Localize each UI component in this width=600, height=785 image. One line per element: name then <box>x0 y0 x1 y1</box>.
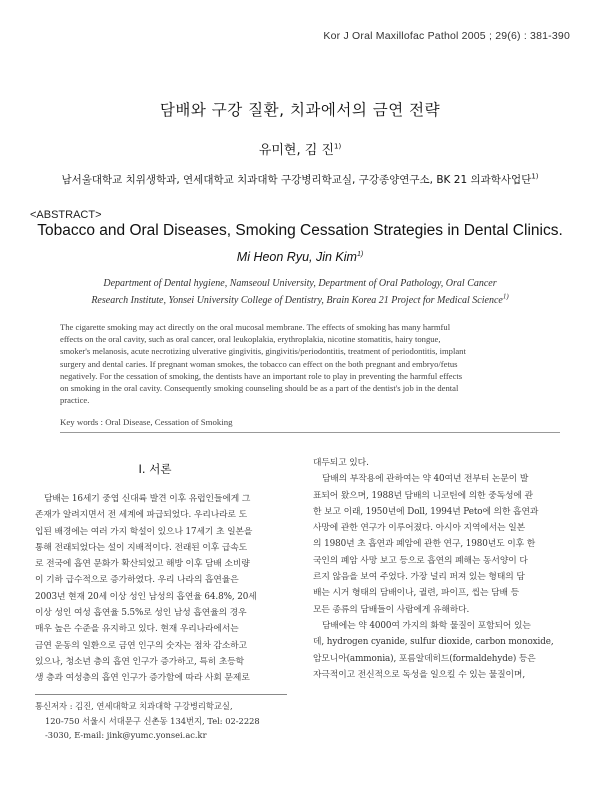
section-heading-introduction: Ⅰ. 서론 <box>138 462 172 476</box>
english-affiliation-superscript: 1) <box>502 292 509 301</box>
body-line: 국인의 폐암 사망 보고 등으로 흡연의 폐해는 동서양이 다 <box>313 555 528 566</box>
keywords: Key words : Oral Disease, Cessation of Smoking <box>60 417 233 427</box>
korean-affiliation <box>0 172 600 187</box>
korean-authors-names: 유미현, 김 진 <box>258 143 334 158</box>
body-line: 배는 시거 형태의 담배이나, 궐련, 파이프, 씹는 담배 등 <box>313 588 520 599</box>
body-line: 자극적이고 전신적으로 독성을 일으킬 수 있는 물질이며, <box>313 669 526 680</box>
right-column-text <box>313 455 565 683</box>
english-affiliation <box>40 275 560 309</box>
body-line: 있으나, 청소년 층의 흡연 인구가 증가하고, 특히 초등학 <box>35 656 245 667</box>
keywords-divider <box>60 432 560 433</box>
journal-citation: Kor J Oral Maxillofac Pathol 2005 ; 29(6) : 381-390 <box>323 30 570 42</box>
body-line: 통해 전래되었다는 설이 지배적이다. 전래된 이후 급속도 <box>35 542 248 553</box>
english-authors-superscript: 1) <box>356 250 364 258</box>
corresponding-author-footnote <box>35 699 291 743</box>
abstract-line: surgery and dental caries. If pregnant woman smokes, the tobacco can effect on the both pregnant and embryo/fetus <box>60 358 458 369</box>
abstract-line: negatively. For the cessation of smoking, the dentists have an important role to play in preventing the harmful effects <box>60 370 463 381</box>
footnote-line: 120-750 서울시 서대문구 신촌동 134번지, Tel: 02-2228 <box>45 715 260 726</box>
footnote-divider <box>35 694 287 695</box>
body-line: 존재가 알려지면서 전 세계에 파급되었다. 우리나라로 도 <box>35 510 248 521</box>
korean-affiliation-text: 남서울대학교 치위생학과, 연세대학교 치과대학 구강병리학교실, 구강종양연구소, BK 21 의과학사업단 <box>61 174 532 186</box>
body-line: 생 층과 여성층의 흡연 인구가 증가함에 따라 사회 문제로 <box>35 673 250 684</box>
body-line: 입된 배경에는 여러 가지 학설이 있으나 17세기 초 일본을 <box>35 526 253 537</box>
abstract-label: <ABSTRACT> <box>30 209 102 221</box>
body-line: 담배는 16세기 중엽 신대륙 발견 이후 유럽인들에게 그 <box>44 494 251 504</box>
body-line: 이 기하 급수적으로 증가하였다. 우리 나라의 흡연율은 <box>35 575 239 586</box>
body-line: 담배의 부작용에 관하여는 약 40여년 전부터 논문이 발 <box>322 474 529 485</box>
english-authors <box>0 250 600 264</box>
korean-authors-superscript: 1) <box>334 142 342 151</box>
korean-title: 담배와 구강 질환, 치과에서의 금연 전략 <box>159 101 441 119</box>
body-line: 담배에는 약 4000여 가지의 화학 물질이 포함되어 있는 <box>322 620 531 631</box>
abstract-line: The cigarette smoking may act directly on the oral mucosal membrane. The effects of smoking has many harmful <box>60 322 451 332</box>
body-line: 표되어 왔으며, 1988년 담배의 니코틴에 의한 중독성에 관 <box>313 490 533 501</box>
english-affiliation-line: Research Institute, Yonsei University College of Dentistry, Brain Korea 21 Project for Medical Science$^{1)}$ <box>91 292 509 306</box>
body-line: 대두되고 있다. <box>313 458 369 468</box>
left-column-text <box>35 491 287 687</box>
body-line: 로 전국에 흡연 문화가 확산되었고 해방 이후 담배 소비량 <box>35 559 250 570</box>
abstract-line: smoker's melanosis, acute necrotizing ulverative gingivitis, gingivitis/periodontitis, treatment of periodontitis, implant <box>60 346 466 357</box>
abstract-line: on smoking in the oral cavity. Consequently smoking counseling should be as a part of the dentist's job in the dental <box>60 383 459 394</box>
korean-authors <box>0 139 600 158</box>
body-line: 이상 성인 여성 흡연율 5.5%로 성인 남성 흡연율의 경우 <box>35 608 247 619</box>
english-title: Tobacco and Oral Diseases, Smoking Cessation Strategies in Dental Clinics. <box>37 222 563 239</box>
body-line: 모든 종류의 담배들이 사람에게 유해하다. <box>313 604 470 615</box>
english-authors-names: Mi Heon Ryu, Jin Kim <box>236 250 357 264</box>
footnote-line: -3030, E-mail: jink@yumc.yonsei.ac.kr <box>45 730 207 740</box>
body-line: 르지 않음을 보여 주었다. 가장 널리 퍼져 있는 형태의 담 <box>313 572 525 583</box>
body-line: 한 보고 이래, 1950년에 Doll, 1994년 Peto에 의한 흡연과 <box>313 506 539 517</box>
body-line: 2003년 현재 20세 이상 성인 남성의 흡연율 64.8%, 20세 <box>35 591 257 602</box>
body-line: 매우 높은 수준을 유지하고 있다. 현재 우리나라에서는 <box>35 624 239 635</box>
footnote-line: 통신저자 : 김진, 연세대학교 치과대학 구강병리학교실, <box>35 701 233 711</box>
body-line: 금연 운동의 일환으로 금연 인구의 숫자는 점차 감소하고 <box>35 640 248 651</box>
abstract-body <box>60 321 560 406</box>
korean-affiliation-superscript: 1) <box>531 172 539 181</box>
body-line: 사망에 관한 연구가 이루어졌다. 아시아 지역에서는 일본 <box>313 523 526 534</box>
abstract-line: effects on the oral cavity, such as oral cancer, oral leukoplakia, erythroplakia, nicotine stomatitis, hairy tongue, <box>60 334 441 345</box>
body-line: 데, hydrogen cyanide, sulfur dioxide, carbon monoxide, <box>313 637 554 648</box>
body-line: 의 1980년 초 흡연과 폐암에 관한 연구, 1980년도 이후 한 <box>313 539 536 550</box>
english-affiliation-line: Department of Dental hygiene, Namseoul University, Department of Oral Pathology, Oral Cancer <box>103 278 497 289</box>
body-line: 암모니아(ammonia), 포름알데히드(formaldehyde) 등은 <box>313 653 536 664</box>
abstract-line: practice. <box>60 395 90 406</box>
